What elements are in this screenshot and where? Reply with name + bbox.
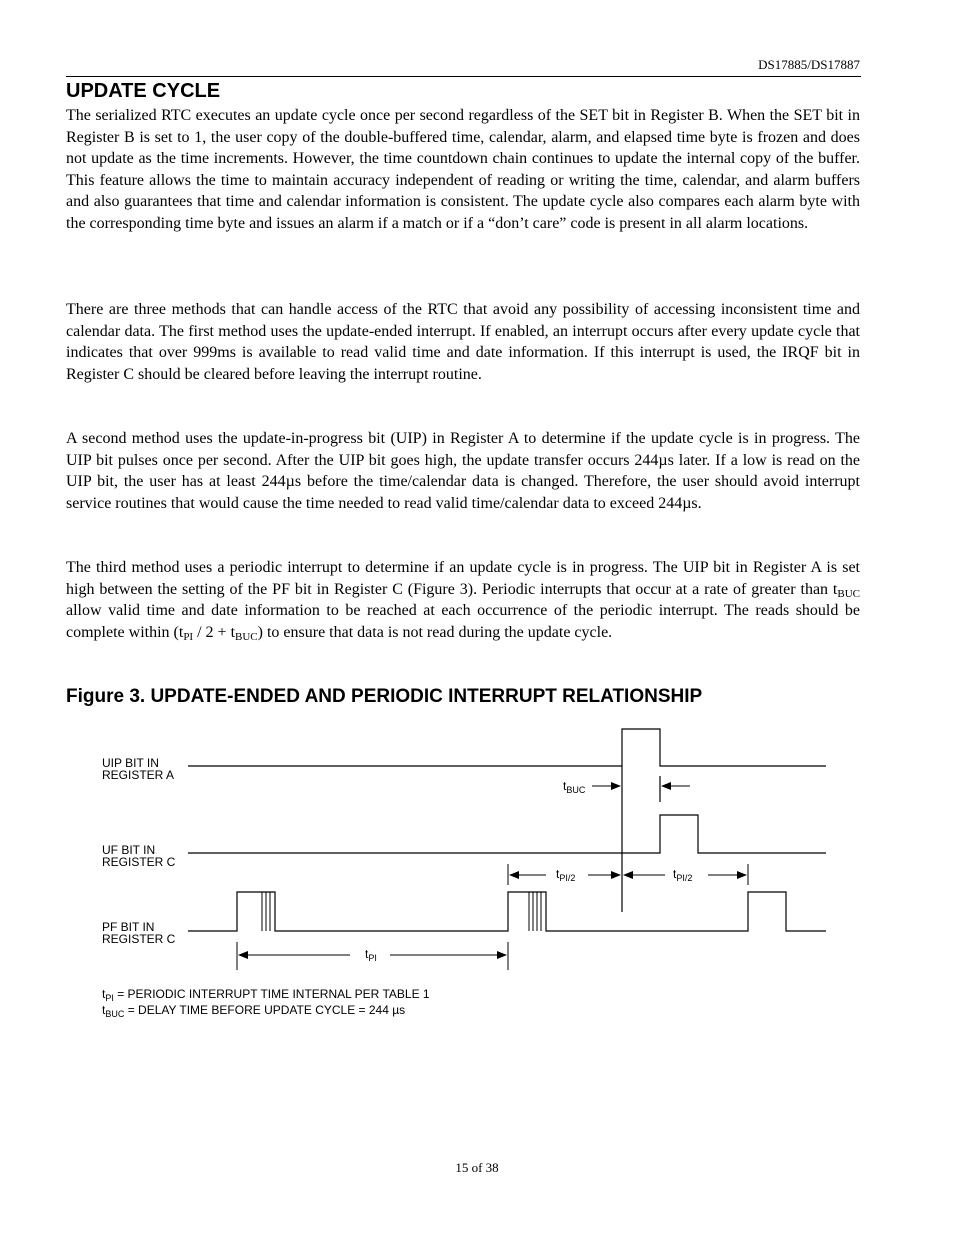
uf-waveform [188,815,826,853]
tbuc-label: $t_{BUC}$ [563,779,586,795]
paragraph-4-text-d: ) to ensure that data is not read during the update cycle. [257,623,613,641]
paragraph-4-sub-a: BUC [837,587,860,600]
tpi-label: $t_{PI}$ [365,947,377,963]
legend-tbuc: $t_{BUC}$ = DELAY TIME BEFORE UPDATE CYCLE = 244 µs [102,1003,406,1019]
pf-waveform [188,892,826,931]
legend-tpi: $t_{PI}$ = PERIODIC INTERRUPT TIME INTERNAL PER TABLE 1 [102,987,430,1003]
uf-signal-label-2: REGISTER C [102,855,176,869]
uip-signal-label-1: UIP BIT IN [102,756,159,770]
uip-signal-label-2: REGISTER A [102,768,175,782]
pf-pulse-hatching-1 [262,892,270,931]
paragraph-1: The serialized RTC executes an update cycle once per second regardless of the SET bit in Register B. When the SET bit in Register B is set to 1, the user copy of the double-buffered time, calendar, alarm, and elapsed time byte is frozen and does not update as the time increments. However, the time countdown chain continues to update the internal copy of the buffer. This feature allows the time to maintain accuracy independent of reading or writing the time, calendar, and alarm buffers and also guarantees that time and calendar information is consistent. The update cycle also compares each alarm byte with the corresponding time byte and issues an alarm if a match or if a “don’t care” code is present in all alarm locations. [66,107,860,232]
uf-signal-label-1: UF BIT IN [102,843,156,857]
document-id: DS17885/DS17887 [758,57,860,72]
uip-waveform [188,729,826,766]
paragraph-4-text-a: The third method uses a periodic interrupt to determine if an update cycle is in progress. The UIP bit in Register A is set high between the setting of the PF bit in Register C (Figure 3). Periodic interrupts that occur at a rate of greater than t [66,559,860,598]
page-number: 15 of 38 [455,1160,499,1175]
pf-pulse-hatching-2 [529,892,541,931]
paragraph-4-text-b: allow valid time and date information to be reached at each occurrence of the periodic interrupt. The reads should be complete within (t [66,602,860,641]
figure-title: Figure 3. UPDATE-ENDED AND PERIODIC INTERRUPT RELATIONSHIP [66,686,703,707]
paragraph-4-sub-c: BUC [235,630,258,643]
timing-diagram [0,700,954,1040]
header-rule [66,76,861,77]
paragraph-4-text-c: / 2 + t [193,623,236,641]
paragraph-4-sub-b: PI [183,630,194,643]
paragraph-4 [66,557,860,643]
section-title: UPDATE CYCLE [66,80,221,102]
paragraph-2: There are three methods that can handle access of the RTC that avoid any possibility of accessing inconsistent time and calendar data. The first method uses the update-ended interrupt. If enabled, an interrupt occurs after every update cycle that indicates that over 999ms is available to read valid time and date information. If this interrupt is used, the IRQF bit in Register C should be cleared before leaving the interrupt routine. [66,301,860,383]
tpi2-right-label: $t_{PI/2}$ [673,867,693,883]
pf-signal-label-1: PF BIT IN [102,920,155,934]
paragraph-3: A second method uses the update-in-progress bit (UIP) in Register A to determine if the update cycle is in progress. The UIP bit pulses once per second. After the UIP bit goes high, the update transfer occurs 244µs later. If a low is read on the UIP bit, the user has at least 244µs before the time/calendar data is changed. Therefore, the user should avoid interrupt service routines that would cause the time needed to read valid time/calendar data to exceed 244µs. [66,430,860,512]
tpi2-left-label: $t_{PI/2}$ [556,867,576,883]
pf-signal-label-2: REGISTER C [102,932,176,946]
